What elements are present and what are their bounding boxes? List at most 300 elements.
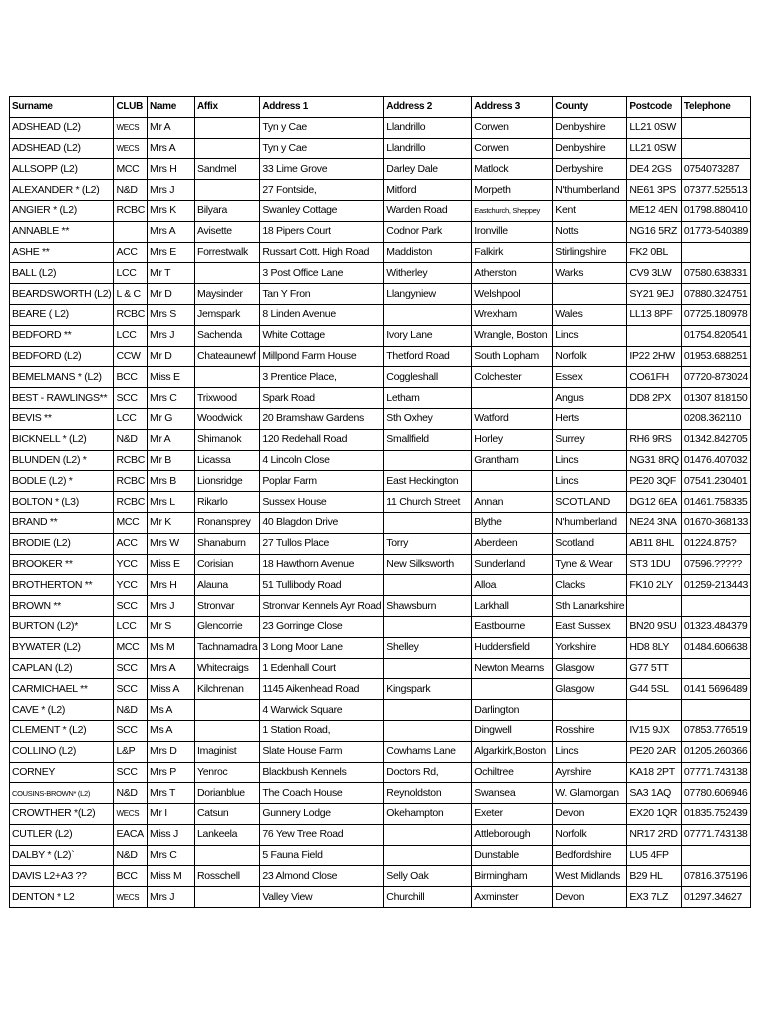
table-row [10,887,751,908]
cell-address-3: Falkirk [472,242,553,263]
cell-surname: BURTON (L2)* [10,616,114,637]
cell-address-1: 23 Gorringe Close [260,616,384,637]
cell-club: RCBC [114,304,148,325]
cell-address-3 [472,679,553,700]
cell-postcode: ME12 4EN [627,200,682,221]
cell-address-2: Shelley [384,637,472,658]
cell-address-1: 18 Hawthorn Avenue [260,554,384,575]
cell-name: Mrs C [148,388,195,409]
cell-address-3: Birmingham [472,866,553,887]
cell-address-2: Darley Dale [384,159,472,180]
cell-surname: BLUNDEN (L2) * [10,450,114,471]
cell-postcode [627,408,682,429]
cell-address-1: Tyn y Cae [260,117,384,138]
cell-address-3 [472,388,553,409]
cell-county: East Sussex [553,616,627,637]
cell-name: Mrs L [148,492,195,513]
cell-telephone: 01798.880410 [681,200,750,221]
cell-club: LCC [114,263,148,284]
cell-club: N&D [114,783,148,804]
cell-name: Miss A [148,679,195,700]
table-row [10,866,751,887]
cell-club: MCC [114,512,148,533]
cell-postcode: LL21 0SW [627,117,682,138]
cell-postcode: B29 HL [627,866,682,887]
cell-postcode: NG16 5RZ [627,221,682,242]
cell-address-2: Codnor Park [384,221,472,242]
cell-address-3: Blythe [472,512,553,533]
cell-surname: BROTHERTON ** [10,575,114,596]
cell-surname: ADSHEAD (L2) [10,117,114,138]
cell-postcode: KA18 2PT [627,762,682,783]
cell-surname: BOLTON * (L3) [10,492,114,513]
cell-telephone: 07725.180978 [681,304,750,325]
cell-county: Lincs [553,741,627,762]
cell-address-1: 23 Almond Close [260,866,384,887]
cell-affix: Sachenda [195,325,260,346]
column-header-county: County [553,97,627,118]
cell-surname: BRAND ** [10,512,114,533]
cell-name: Mr S [148,616,195,637]
cell-address-3: Swansea [472,783,553,804]
cell-surname: BEDFORD (L2) [10,346,114,367]
cell-address-3: Newton Mearns [472,658,553,679]
cell-club: L & C [114,284,148,305]
cell-telephone: 07780.606946 [681,783,750,804]
cell-surname: BEMELMANS * (L2) [10,367,114,388]
table-row [10,762,751,783]
cell-affix [195,117,260,138]
cell-county: Ayrshire [553,762,627,783]
cell-address-2: Thetford Road [384,346,472,367]
cell-surname: ASHE ** [10,242,114,263]
cell-affix: Lionsridge [195,471,260,492]
cell-postcode: IP22 2HW [627,346,682,367]
cell-address-3: Aberdeen [472,533,553,554]
cell-club: N&D [114,700,148,721]
cell-affix [195,367,260,388]
cell-county: Lincs [553,325,627,346]
cell-postcode: AB11 8HL [627,533,682,554]
cell-club: LCC [114,325,148,346]
cell-postcode: RH6 9RS [627,429,682,450]
cell-telephone: 01259-213443 [681,575,750,596]
cell-county: Bedfordshire [553,845,627,866]
cell-club: N&D [114,845,148,866]
cell-address-3: Annan [472,492,553,513]
cell-telephone: 07771.743138 [681,824,750,845]
cell-address-2: Selly Oak [384,866,472,887]
table-row [10,367,751,388]
cell-address-2: Llandrillo [384,138,472,159]
member-sheet [9,96,751,908]
cell-surname: CROWTHER *(L2) [10,804,114,825]
cell-address-2: Kingspark [384,679,472,700]
cell-club: WECS [114,138,148,159]
table-row [10,804,751,825]
cell-telephone [681,658,750,679]
cell-postcode: SA3 1AQ [627,783,682,804]
cell-address-2: Okehampton [384,804,472,825]
cell-address-3: Wrangle, Boston [472,325,553,346]
cell-address-1: The Coach House [260,783,384,804]
cell-address-1: Valley View [260,887,384,908]
cell-postcode: CV9 3LW [627,263,682,284]
cell-surname: BEVIS ** [10,408,114,429]
cell-affix: Shanaburn [195,533,260,554]
table-row [10,616,751,637]
cell-telephone: 07377.525513 [681,180,750,201]
cell-address-2: Cowhams Lane [384,741,472,762]
cell-county: Norfolk [553,824,627,845]
cell-name: Mrs J [148,887,195,908]
cell-name: Mrs W [148,533,195,554]
cell-affix [195,180,260,201]
cell-club: YCC [114,554,148,575]
cell-surname: CARMICHAEL ** [10,679,114,700]
cell-affix: Jemspark [195,304,260,325]
table-row [10,388,751,409]
cell-name: Miss E [148,367,195,388]
cell-name: Mrs H [148,575,195,596]
cell-county: Herts [553,408,627,429]
cell-postcode: BN20 9SU [627,616,682,637]
table-row [10,575,751,596]
cell-affix: Forrestwalk [195,242,260,263]
cell-address-1: 5 Fauna Field [260,845,384,866]
cell-name: Mr B [148,450,195,471]
cell-club: SCC [114,762,148,783]
cell-address-2: Llandrillo [384,117,472,138]
cell-address-1: 4 Lincoln Close [260,450,384,471]
cell-county: Lincs [553,471,627,492]
cell-club: SCC [114,679,148,700]
table-row [10,242,751,263]
table-row [10,408,751,429]
cell-telephone [681,138,750,159]
cell-name: Mrs B [148,471,195,492]
cell-county: Glasgow [553,679,627,700]
table-row [10,658,751,679]
cell-postcode: ST3 1DU [627,554,682,575]
cell-telephone: 01461.758335 [681,492,750,513]
cell-telephone [681,845,750,866]
cell-county: Stirlingshire [553,242,627,263]
cell-postcode: SY21 9EJ [627,284,682,305]
cell-county: Glasgow [553,658,627,679]
cell-postcode: HD8 8LY [627,637,682,658]
cell-address-3: Sunderland [472,554,553,575]
cell-telephone: 01307 818150 [681,388,750,409]
cell-address-3: Matlock [472,159,553,180]
table-row [10,429,751,450]
cell-surname: BYWATER (L2) [10,637,114,658]
cell-affix: Glencorrie [195,616,260,637]
cell-postcode: FK10 2LY [627,575,682,596]
cell-address-1: White Cottage [260,325,384,346]
member-table [9,96,751,908]
cell-affix: Trixwood [195,388,260,409]
cell-postcode: G77 5TT [627,658,682,679]
cell-affix: Maysinder [195,284,260,305]
cell-address-2 [384,845,472,866]
table-row [10,471,751,492]
cell-address-2: Doctors Rd, [384,762,472,783]
cell-address-1: Poplar Farm [260,471,384,492]
cell-affix [195,845,260,866]
cell-address-3: Morpeth [472,180,553,201]
cell-affix [195,700,260,721]
cell-affix: Rikarlo [195,492,260,513]
cell-postcode: PE20 3QF [627,471,682,492]
cell-club: MCC [114,637,148,658]
cell-address-1: 3 Post Office Lane [260,263,384,284]
cell-club: WECS [114,117,148,138]
cell-county: W. Glamorgan [553,783,627,804]
cell-address-1: 27 Tullos Place [260,533,384,554]
cell-club: RCBC [114,200,148,221]
cell-address-1: 3 Prentice Place, [260,367,384,388]
cell-telephone: 07880.324751 [681,284,750,305]
cell-postcode: LL21 0SW [627,138,682,159]
cell-name: Mr G [148,408,195,429]
cell-address-1: 40 Blagdon Drive [260,512,384,533]
cell-name: Mr I [148,804,195,825]
cell-name: Ms A [148,720,195,741]
cell-telephone: 07580.638331 [681,263,750,284]
cell-address-2: Maddiston [384,242,472,263]
cell-postcode: EX3 7LZ [627,887,682,908]
cell-address-2: Smallfield [384,429,472,450]
cell-affix [195,263,260,284]
cell-surname: CLEMENT * (L2) [10,720,114,741]
cell-telephone: 01835.752439 [681,804,750,825]
cell-address-2: East Heckington [384,471,472,492]
cell-surname: BEDFORD ** [10,325,114,346]
cell-name: Mrs C [148,845,195,866]
header-row [10,97,751,118]
cell-affix: Licassa [195,450,260,471]
cell-name: Miss J [148,824,195,845]
cell-surname: COLLINO (L2) [10,741,114,762]
cell-affix: Lankeela [195,824,260,845]
table-row [10,325,751,346]
cell-surname: ALEXANDER * (L2) [10,180,114,201]
cell-telephone: 0141 5696489 [681,679,750,700]
cell-club: RCBC [114,450,148,471]
table-row [10,637,751,658]
cell-county: Wales [553,304,627,325]
cell-address-1: Tyn y Cae [260,138,384,159]
column-header-telephone: Telephone [681,97,750,118]
cell-name: Mrs D [148,741,195,762]
cell-address-2: New Silksworth [384,554,472,575]
cell-county [553,284,627,305]
table-row [10,845,751,866]
cell-surname: BALL (L2) [10,263,114,284]
cell-club: EACA [114,824,148,845]
cell-affix: Stronvar [195,596,260,617]
cell-telephone: 07596.????? [681,554,750,575]
cell-name: Mrs P [148,762,195,783]
cell-club: LCC [114,616,148,637]
cell-postcode [627,596,682,617]
table-row [10,700,751,721]
cell-address-3: Dunstable [472,845,553,866]
cell-surname: BROWN ** [10,596,114,617]
cell-address-2: Churchill [384,887,472,908]
cell-address-2: Warden Road [384,200,472,221]
table-row [10,284,751,305]
column-header-name: Name [148,97,195,118]
cell-name: Mrs E [148,242,195,263]
cell-affix [195,138,260,159]
cell-address-1: Sussex House [260,492,384,513]
cell-club: SCC [114,596,148,617]
cell-telephone: 01953.688251 [681,346,750,367]
cell-club: SCC [114,388,148,409]
cell-surname: DENTON * L2 [10,887,114,908]
cell-affix: Rosschell [195,866,260,887]
cell-address-3: Welshpool [472,284,553,305]
cell-surname: BEARE ( L2) [10,304,114,325]
cell-address-1: 20 Bramshaw Gardens [260,408,384,429]
cell-county: Sth Lanarkshire [553,596,627,617]
cell-county: Devon [553,887,627,908]
cell-address-2: Torry [384,533,472,554]
cell-postcode: LL13 8PF [627,304,682,325]
cell-name: Mrs J [148,325,195,346]
cell-address-1: Millpond Farm House [260,346,384,367]
cell-club: L&P [114,741,148,762]
cell-address-2 [384,700,472,721]
cell-address-3: Algarkirk,Boston [472,741,553,762]
cell-name: Mrs A [148,138,195,159]
cell-address-2 [384,575,472,596]
cell-address-3: Larkhall [472,596,553,617]
cell-address-2 [384,512,472,533]
cell-affix: Bilyara [195,200,260,221]
cell-club: N&D [114,180,148,201]
cell-surname: BEARDSWORTH (L2) [10,284,114,305]
cell-surname: CORNEY [10,762,114,783]
cell-address-2: 11 Church Street [384,492,472,513]
cell-postcode: NE24 3NA [627,512,682,533]
cell-address-1: 120 Redehall Road [260,429,384,450]
cell-club: MCC [114,159,148,180]
cell-address-3: Ochiltree [472,762,553,783]
cell-surname: BRODIE (L2) [10,533,114,554]
cell-county: N'thumberland [553,180,627,201]
cell-address-1: Spark Road [260,388,384,409]
cell-telephone: 07853.776519 [681,720,750,741]
cell-address-1: 33 Lime Grove [260,159,384,180]
cell-affix: Kilchrenan [195,679,260,700]
cell-club: RCBC [114,471,148,492]
cell-address-2: Coggleshall [384,367,472,388]
cell-name: Mr T [148,263,195,284]
cell-affix: Woodwick [195,408,260,429]
cell-telephone [681,596,750,617]
cell-postcode [627,700,682,721]
cell-address-3: Corwen [472,138,553,159]
cell-name: Mr D [148,346,195,367]
cell-county: West Midlands [553,866,627,887]
cell-name: Mr K [148,512,195,533]
table-row [10,346,751,367]
cell-county: Rosshire [553,720,627,741]
table-row [10,221,751,242]
cell-name: Mrs A [148,221,195,242]
cell-county: Essex [553,367,627,388]
cell-address-2: Witherley [384,263,472,284]
cell-surname: ANNABLE ** [10,221,114,242]
cell-name: Ms M [148,637,195,658]
cell-postcode: EX20 1QR [627,804,682,825]
cell-address-1: 76 Yew Tree Road [260,824,384,845]
column-header-surname: Surname [10,97,114,118]
cell-address-1: Tan Y Fron [260,284,384,305]
cell-name: Mrs K [148,200,195,221]
table-row [10,679,751,700]
cell-address-3: Attleborough [472,824,553,845]
cell-address-3: Grantham [472,450,553,471]
cell-address-2: Sth Oxhey [384,408,472,429]
column-header-postcode: Postcode [627,97,682,118]
cell-address-3: Axminster [472,887,553,908]
cell-club: BCC [114,367,148,388]
cell-address-3: Corwen [472,117,553,138]
cell-club [114,221,148,242]
cell-affix: Dorianblue [195,783,260,804]
cell-surname: DALBY * (L2)` [10,845,114,866]
cell-address-3: Eastchurch, Sheppey [472,200,553,221]
cell-affix: Corisian [195,554,260,575]
cell-address-2: Llangyniew [384,284,472,305]
table-body [10,117,751,907]
cell-name: Mrs T [148,783,195,804]
table-row [10,596,751,617]
column-header-address-1: Address 1 [260,97,384,118]
table-row [10,180,751,201]
cell-county: Denbyshire [553,117,627,138]
table-row [10,304,751,325]
cell-affix: Yenroc [195,762,260,783]
cell-county: Derbyshire [553,159,627,180]
cell-name: Mrs S [148,304,195,325]
cell-county: Lincs [553,450,627,471]
table-row [10,492,751,513]
cell-postcode: DG12 6EA [627,492,682,513]
table-row [10,783,751,804]
column-header-club: CLUB [114,97,148,118]
cell-address-3: Atherston [472,263,553,284]
cell-surname: BICKNELL * (L2) [10,429,114,450]
cell-club: LCC [114,408,148,429]
cell-address-2 [384,616,472,637]
cell-postcode: CO61FH [627,367,682,388]
cell-name: Mrs A [148,658,195,679]
table-row [10,720,751,741]
cell-telephone: 01323.484379 [681,616,750,637]
cell-telephone: 01773-540389 [681,221,750,242]
cell-address-3: Ironville [472,221,553,242]
cell-county: Denbyshire [553,138,627,159]
cell-telephone: 01342.842705 [681,429,750,450]
cell-telephone [681,242,750,263]
cell-telephone: 01670-368133 [681,512,750,533]
cell-county: Yorkshire [553,637,627,658]
